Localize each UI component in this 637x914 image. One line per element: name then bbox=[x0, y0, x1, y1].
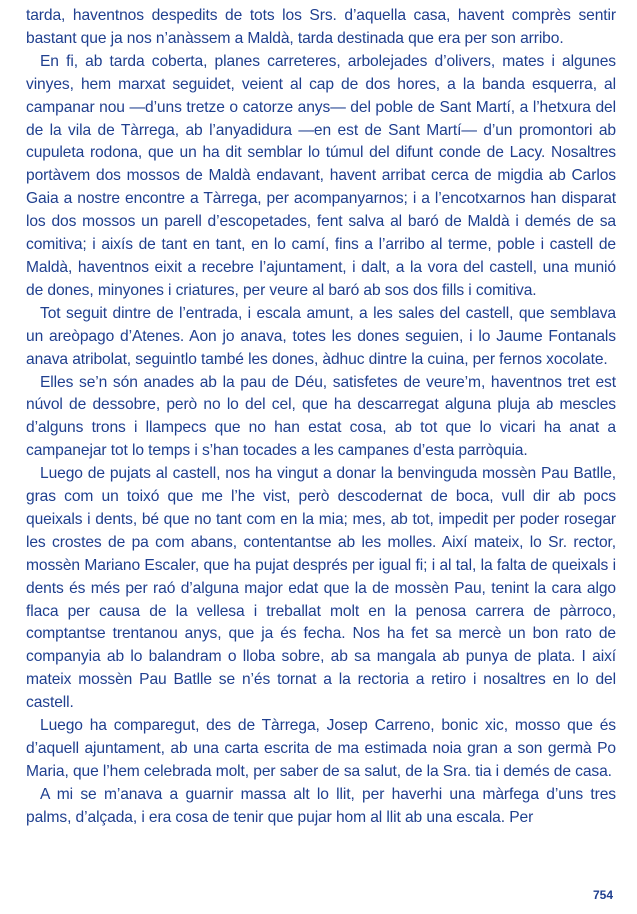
body-text bbox=[26, 5, 616, 830]
paragraph: A mi se m’anava a guarnir massa alt lo llit, per haverhi una màrfega d’uns tres palms, d’alçada, i era cosa de tenir que pujar hom al llit ab una escala. Per bbox=[26, 785, 616, 826]
paragraph: Luego de pujats al castell, nos ha vingut a donar la benvinguda mossèn Pau Batlle, gras com un toixó que me l’he vist, però descodernat de boca, vull dir ab pocs queixals i dents, bé que no tant com en la mia; mes, ab tot, impedit per poder rosegar les crostes de pa com abans, contentantse ab les molles. Així mateix, lo Sr. rector, mossèn Mariano Escaler, que ha pujat després per igual fi; i al tal, la falta de queixals i dents és més per raó d’alguna major edat que la de mossèn Pau, tenint la cara algo flaca per causa de la vellesa i treballat molt en la penosa carrera de pàrroco, comptantse trentanou anys, que ja és fecha. Nos ha fet sa mercè un bon rato de companyia ab lo balandram o lloba sobre, ab sa mangala ab punya de plata. I així mateix mossèn Pau Batlle se n’és tornat a la rectoria a retiro i nosaltres en lo del castell. bbox=[26, 465, 616, 712]
paragraph: Luego ha comparegut, des de Tàrrega, Josep Carreno, bonic xic, mosso que és d’aquell ajuntament, ab una carta escrita de ma estimada noia gran a son germà Po Maria, que l’hem celebrada molt, per saber de sa salut, de la Sra. tia i demés de casa. bbox=[26, 717, 616, 780]
paragraph-continuation: tarda, haventnos despedits de tots los Srs. d’aquella casa, havent comprès sentir bastant que ja nos n’anàssem a Maldà, tarda destinada que era per son arribo. bbox=[26, 7, 616, 47]
paragraph: En fi, ab tarda coberta, planes carreteres, arbolejades d’olivers, mates i algunes vinyes, hem marxat seguidet, veient al cap de dos hores, a la banda esquerra, al campanar nou —d’uns tretze o catorze anys— del poble de Sant Martí, a l’hetxura del de la vila de Tàrrega, ab l’anyadidura —en est de Sant Martí— d’un promontori ab cupuleta rodona, que un ha dit semblar lo túmul del difunt conde de Lacy. Nosaltres portàvem dos mossos de Maldà endavant, havent arribat cerca de migdia ab Carlos Gaia a nostre encontre a Tàrrega, per acompanyarnos; i a l’encotxarnos han disparat los dos mossos un parell d’escopetades, fent salva al baró de Maldà i demés de sa comitiva; i aixís de tant en tant, en lo camí, fins a l’arribo al terme, poble i castell de Maldà, haventnos eixit a recebre l’ajuntament, i dalt, a la vora del castell, una munió de dones, minyones i criatures, per veure al baró ab sos dos fills i comitiva. bbox=[26, 52, 616, 299]
paragraph: Tot seguit dintre de l’entrada, i escala amunt, a les sales del castell, que semblava un areòpago d’Atenes. Aon jo anava, totes les dones seguien, i lo Jaume Fontanals anava atribolat, seguintlo també les dones, àdhuc dintre la cuina, per fernos xocolate. bbox=[26, 304, 616, 368]
paragraph: Elles se’n són anades ab la pau de Déu, satisfetes de veure’m, haventnos tret est núvol de dessobre, però no lo del cel, que ha descarregat alguna pluja ab mescles d’alguns trons i llampecs que no han estat cosa, ab tot que lo vicari ha anat a campanejar tot lo temps i s’han tocades a les campanes d’esta parròquia. bbox=[26, 373, 616, 460]
page-number: 754 bbox=[592, 888, 613, 902]
